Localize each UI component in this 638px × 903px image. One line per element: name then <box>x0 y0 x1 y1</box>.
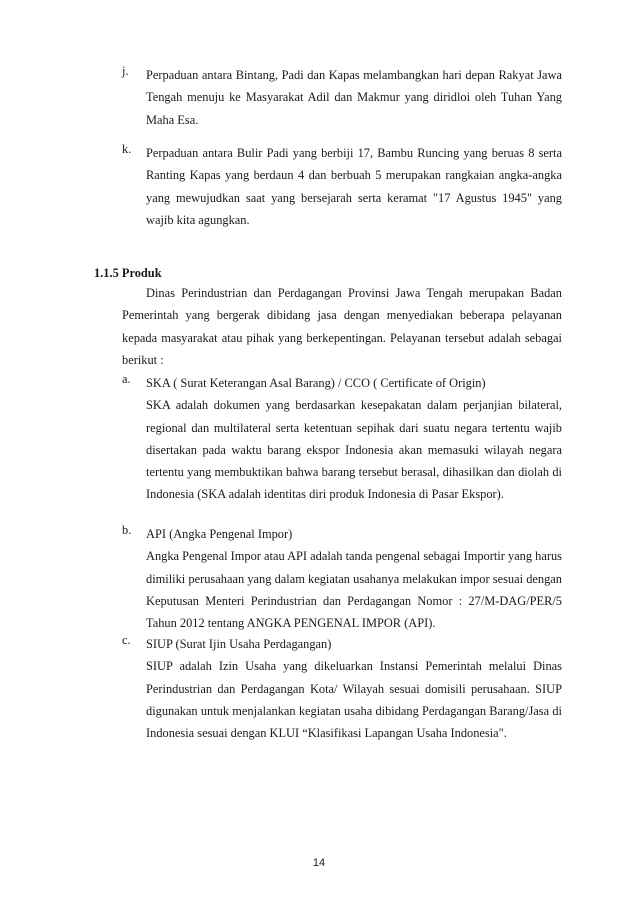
list-item-text: Angka Pengenal Impor atau API adalah tanda pengenal sebagai Importir yang harus dimiliki perusahaan yang dalam kegiatan usahanya melakukan impor sesuai dengan Keputusan Menteri Perindustrian dan Perdagangan Nomor : 27/M-DAG/PER/5 Tahun 2012 tentang ANGKA PENGENAL IMPOR (API). <box>146 549 562 631</box>
list-item-k <box>122 142 562 244</box>
page-number: 14 <box>312 857 326 869</box>
list-marker: k. <box>122 142 132 156</box>
list-marker: j. <box>122 64 129 78</box>
list-item-title: SKA ( Surat Keterangan Asal Barang) / CCO ( Certificate of Origin) <box>146 376 486 390</box>
list-item-text: Perpaduan antara Bulir Padi yang berbiji 17, Bambu Runcing yang beruas 8 serta Ranting Kapas yang berdaun 4 dan berbuah 5 merupakan rangkaian angka-angka yang mewujudkan saat yang bersejarah serta keramat "17 Agustus 1945" yang wajib kita agungkan. <box>146 146 562 227</box>
list-item-c <box>122 633 562 757</box>
list-marker: c. <box>122 633 131 647</box>
list-item-text: SKA adalah dokumen yang berdasarkan kesepakatan dalam perjanjian bilateral, regional dan multilateral serta ketentuan sepihak dari suatu negara tertentu wajib disertakan pada waktu barang ekspor Indonesia akan memasuki wilayah negara tertentu yang membuktikan bahwa barang tersebut berasal, dihasilkan dan diolah di Indonesia (SKA adalah identitas diri produk Indonesia di Pasar Ekspor). <box>146 398 562 502</box>
list-item-text: Perpaduan antara Bintang, Padi dan Kapas melambangkan hari depan Rakyat Jawa Tengah menuju ke Masyarakat Adil dan Makmur yang diridloi oleh Tuhan Yang Maha Esa. <box>146 68 562 127</box>
list-marker: b. <box>122 523 132 537</box>
section-intro: Dinas Perindustrian dan Perdagangan Provinsi Jawa Tengah merupakan Badan Pemerintah yang bergerak dibidang jasa dengan menyediakan beberapa pelayanan kepada masyarakat atau pihak yang berkepentingan. Pelayanan tersebut adalah sebagai berikut : <box>122 286 562 367</box>
section-heading: 1.1.5 Produk <box>94 266 162 280</box>
list-item-title: SIUP (Surat Ijin Usaha Perdagangan) <box>146 637 332 651</box>
list-item-j <box>122 64 562 143</box>
list-item-title: API (Angka Pengenal Impor) <box>146 527 293 541</box>
list-item-text: SIUP adalah Izin Usaha yang dikeluarkan Instansi Pemerintah melalui Dinas Perindustrian dan Perdagangan Kota/ Wilayah sesuai domisili perusahaan. SIUP digunakan untuk menjalankan kegiatan usaha dibidang Perdagangan Barang/Jasa di Indonesia sesuai dengan KLUI “Klasifikasi Lapangan Usaha Indonesia". <box>146 659 562 741</box>
list-item-a <box>122 372 562 518</box>
list-marker: a. <box>122 372 131 386</box>
list-item-b <box>122 523 562 647</box>
